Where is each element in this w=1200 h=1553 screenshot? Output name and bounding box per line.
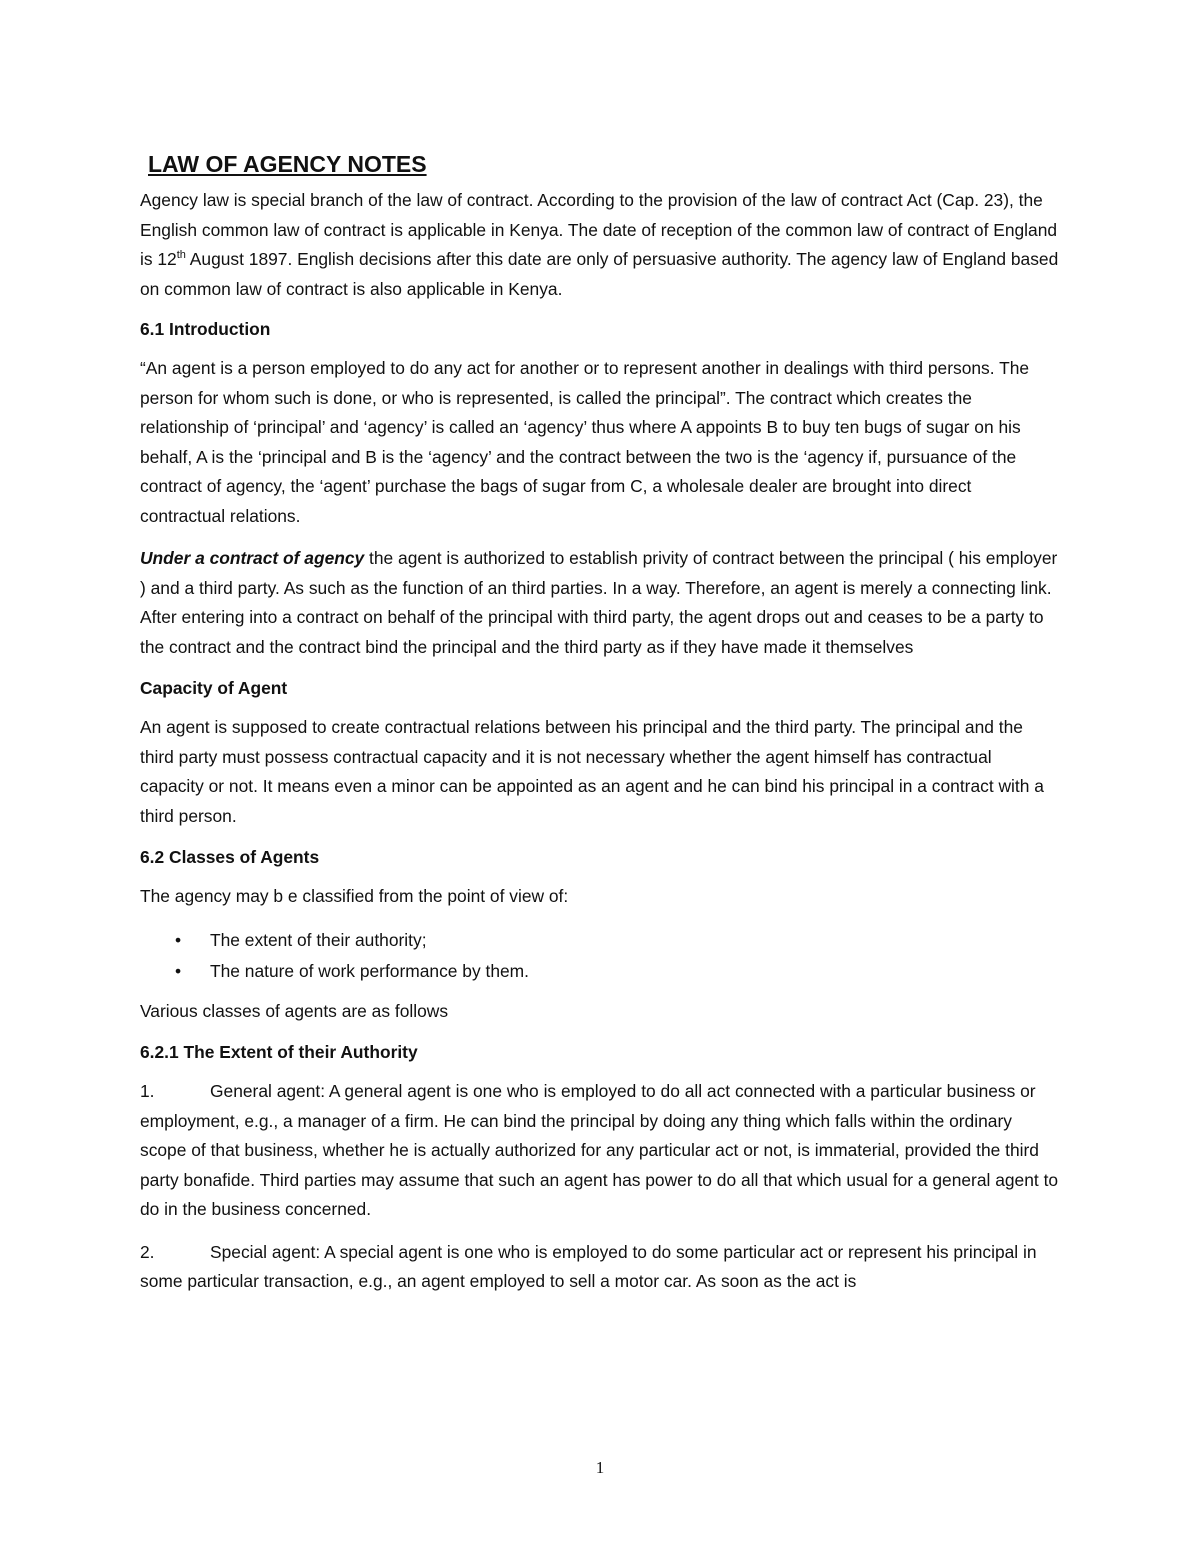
- page-content: [140, 148, 1060, 1310]
- section-heading-capacity: Capacity of Agent: [140, 678, 288, 698]
- classes-lead: The agency may b e classified from the point of view of:: [140, 886, 569, 906]
- classes-after-text: Various classes of agents are as follows: [140, 1000, 449, 1021]
- introduction-paragraph-2: [140, 544, 1060, 662]
- page-number: 1: [595, 1458, 605, 1477]
- intro-text-2: August 1897. English decisions after this date are only of persuasive authority. The agency law of England based on common law of contract is also applicable in Kenya.: [140, 249, 1059, 299]
- numbered-item-general-agent: [140, 1077, 1060, 1225]
- introduction-paragraph-1: “An agent is a person employed to do any act for another or to represent another in dealings with third persons. The person for whom such is done, or who is represented, is called the principal”. The contract which creates the relationship of ‘principal’ and ‘agency’ is called an ‘agency’ thus where A appoints B to buy ten bugs of sugar on his behalf, A is the ‘principal and B is the ‘agency’ and the contract between the two is the ‘agency if, pursuance of the contract of agency, the ‘agent’ purchase the bags of sugar from C, a wholesale dealer are brought into direct contractual relations.: [140, 358, 1030, 526]
- item-number: 2.: [140, 1241, 155, 1262]
- bullet-icon: •: [175, 929, 182, 950]
- intro-superscript: th: [176, 249, 186, 262]
- list-item: [140, 956, 1060, 987]
- introduction-paragraph-2-text: the agent is authorized to establish privity of contract between the principal ( his employer ) and a third party. As such as the function of an third parties. In a way. Therefore, an agent is merely a connecting link. After entering into a contract on behalf of the principal with third party, the agent drops out and ceases to be a party to the contract and the contract bind the principal and the third party as if they have made it themselves: [140, 548, 1058, 657]
- section-heading-introduction: 6.1 Introduction: [140, 319, 271, 339]
- list-item: [140, 925, 1060, 956]
- intro-text-1: Agency law is special branch of the law of contract. According to the provision of the law of contract Act (Cap. 23), the English common law of contract is applicable in Kenya. The date of reception of the common law of contract of England is 12: [140, 190, 1058, 269]
- list-item-text: The nature of work performance by them.: [210, 960, 529, 981]
- document-title: LAW OF AGENCY NOTES: [148, 151, 427, 177]
- section-heading-classes: 6.2 Classes of Agents: [140, 847, 320, 867]
- classes-bullet-list: [140, 925, 1060, 987]
- section-heading-extent: 6.2.1 The Extent of their Authority: [140, 1042, 418, 1062]
- numbered-item-special-agent: [140, 1238, 1060, 1297]
- bullet-icon: •: [175, 960, 182, 981]
- intro-paragraph: [140, 186, 1060, 304]
- contract-of-agency-emphasis: Under a contract of agency: [140, 548, 365, 568]
- list-item-text: The extent of their authority;: [210, 929, 427, 950]
- item-text: Special agent: A special agent is one who is employed to do some particular act or represent his principal in some particular transaction, e.g., an agent employed to sell a motor car. As soon as the act is: [140, 1241, 1037, 1291]
- capacity-paragraph: An agent is supposed to create contractual relations between his principal and the third party. The principal and the third party must possess contractual capacity and it is not necessary whether the agent himself has contractual capacity or not. It means even a minor can be appointed as an agent and he can bind his principal in a contract with a third person.: [140, 717, 1044, 826]
- item-text: General agent: A general agent is one who is employed to do all act connected with a particular business or employment, e.g., a manager of a firm. He can bind the principal by doing any thing which falls within the ordinary scope of that business, whether he is actually authorized for any particular act or not, is immaterial, provided the third party bonafide. Third parties may assume that such an agent has power to do all that which usual for a general agent to do in the business concerned.: [140, 1081, 1059, 1219]
- item-number: 1.: [140, 1081, 155, 1101]
